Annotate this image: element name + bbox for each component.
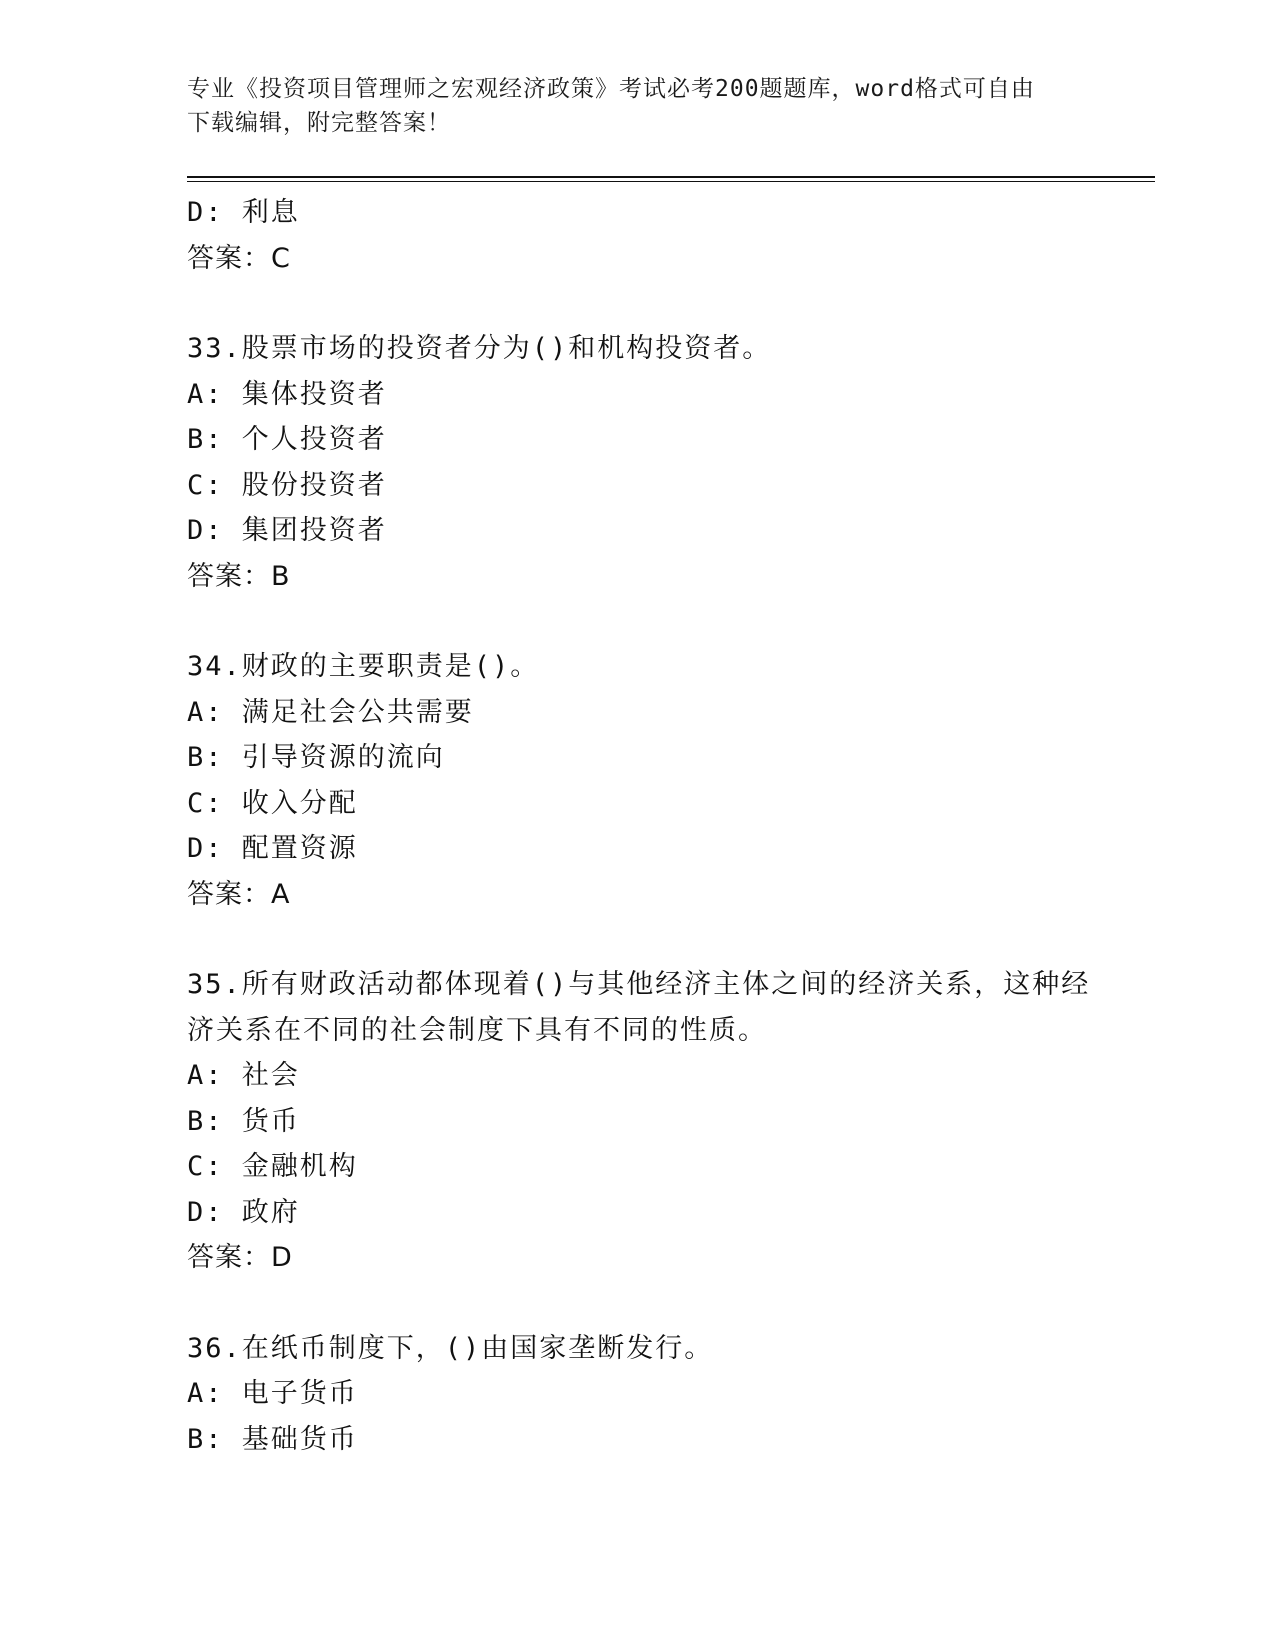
option-a: A: 满足社会公共需要: [187, 696, 474, 728]
option-a: A: 集体投资者: [187, 378, 387, 410]
header-rule-thick: [187, 176, 1155, 178]
answer-line: 答案：D: [187, 1242, 293, 1273]
spacer: [187, 599, 1087, 644]
question-36: [187, 1326, 1087, 1463]
spacer: [187, 1281, 1087, 1326]
header-rule-thin: [187, 181, 1155, 182]
answer-line: 答案：B: [187, 560, 291, 592]
option-c: C: 金融机构: [187, 1151, 358, 1182]
answer-line: 答案：A: [187, 878, 291, 910]
option-d: D: 利息: [187, 197, 300, 228]
option-b: B: 个人投资者: [187, 424, 387, 455]
question-stem-line-2: 济关系在不同的社会制度下具有不同的性质。: [187, 1014, 767, 1046]
question-stem: 34.财政的主要职责是()。: [187, 651, 540, 682]
option-a: A: 电子货币: [187, 1378, 358, 1409]
option-d: D: 配置资源: [187, 833, 358, 864]
option-d: D: 集团投资者: [187, 515, 387, 546]
option-a: A: 社会: [187, 1060, 300, 1091]
question-stem: 36.在纸币制度下，()由国家垄断发行。: [187, 1332, 714, 1364]
document-header: [187, 72, 1087, 140]
spacer: [187, 281, 1087, 326]
option-b: B: 货币: [187, 1105, 300, 1137]
option-c: C: 股份投资者: [187, 469, 387, 501]
option-b: B: 基础货币: [187, 1423, 358, 1455]
question-stem-line-1: 35.所有财政活动都体现着()与其他经济主体之间的经济关系，这种经: [187, 969, 1091, 1000]
question-35: [187, 962, 1091, 1281]
option-b: B: 引导资源的流向: [187, 742, 445, 773]
answer-line: 答案：C: [187, 242, 291, 274]
question-34: [187, 644, 1087, 917]
option-d: D: 政府: [187, 1196, 300, 1228]
question-stem: 33.股票市场的投资者分为()和机构投资者。: [187, 333, 772, 364]
question-33: [187, 326, 1087, 599]
header-line-1: 专业《投资项目管理师之宏观经济政策》考试必考200题题库，word格式可自由: [187, 76, 1035, 102]
option-c: C: 收入分配: [187, 787, 358, 819]
header-line-2: 下载编辑，附完整答案！: [187, 110, 451, 136]
question-content: [187, 190, 1091, 1462]
spacer: [187, 917, 1087, 962]
